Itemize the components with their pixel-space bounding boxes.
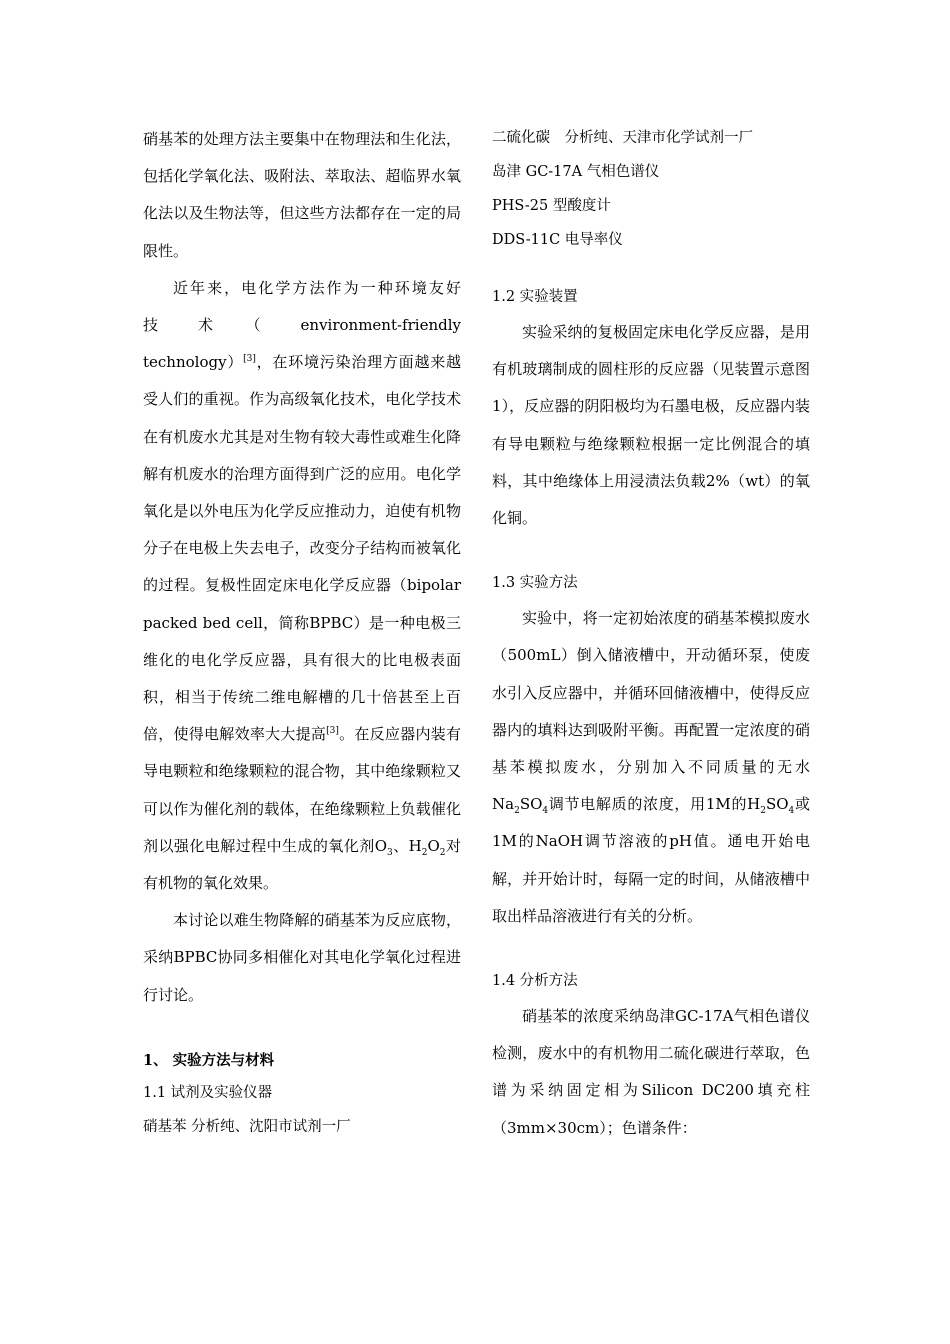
citation-ref: [3]	[243, 354, 256, 365]
paragraph-device: 实验采纳的复极固定床电化学反应器，是用有机玻璃制成的圆柱形的反应器（见装置示意图1），反应器的阴阳极均为石墨电极，反应器内装有导电颗粒与绝缘颗粒根据一定比例混合的填料，其中绝缘体上用浸渍法负载2%（wt）的氧化铜。	[492, 323, 810, 528]
paragraph-electrochem-line1: 近年来，电化学方法作为一种环境友好	[173, 278, 461, 297]
paragraph-analysis: 硝基苯的浓度采纳岛津GC-17A气相色谱仪检测，废水中的有机物用二硫化碳进行萃取，色谱为采纳固定相为Silicon DC200填充柱（3mm×30cm）；色谱条件：	[492, 1007, 810, 1137]
spacer	[492, 257, 810, 281]
section-title-1-2: 1.2 实验装置	[492, 289, 578, 305]
instrument-conductivity-meter: DDS-11C 电导率仪	[492, 232, 623, 248]
spacer	[492, 537, 810, 567]
right-column	[492, 121, 810, 1147]
reagent-nitrobenzene: 硝基苯 分析纯、沈阳市试剂一厂	[143, 1118, 351, 1135]
text-segment: 或1M的NaOH调节溶液的pH值。通电开始电解，并开始计时，每隔一定的时间，从储液槽中取出样品溶液进行有关的分析。	[492, 795, 810, 925]
left-column	[143, 121, 461, 1144]
spacer	[143, 1014, 461, 1044]
subscript: 4	[542, 806, 549, 817]
section-title-1-4: 1.4 分析方法	[492, 973, 578, 990]
paragraph-electrochem-line2: 技 术 （ environment-friendly	[143, 316, 461, 335]
text-segment: 、H	[392, 836, 422, 855]
citation-ref: [3]	[326, 726, 339, 737]
paragraph-electrochem-body	[143, 344, 461, 902]
text-segment: 调节电解质的浓度，用1M的H	[548, 795, 761, 814]
text-segment: 对有机物的氧化效果。	[143, 836, 461, 893]
text-segment: SO	[765, 795, 789, 814]
instrument-gc: 岛津 GC-17A 气相色谱仪	[492, 164, 660, 180]
subscript: 2	[421, 847, 428, 858]
text-segment: 。在反应器内装有导电颗粒和绝缘颗粒的混合物，其中绝缘颗粒又可以作为催化剂的载体，在绝缘颗粒上负载催化剂以强化电解过程中生成的氧化剂O	[143, 725, 461, 855]
text-segment: O	[427, 836, 440, 855]
text-segment: 实验中，将一定初始浓度的硝基苯模拟废水（500mL）倒入储液槽中，开动循环泵，使废水引入反应器中，并循环回储液槽中，使得反应器内的填料达到吸附平衡。再配置一定浓度的硝基苯模拟废水，分别加入不同质量的无水Na	[492, 609, 810, 814]
subscript: 3	[387, 847, 393, 858]
paragraph-method	[492, 600, 810, 935]
paragraph-treatment-methods: 硝基苯的处理方法主要集中在物理法和生化法，包括化学氧化法、吸附法、萃取法、超临界水氧化法以及生物法等，但这些方法都存在一定的局限性。	[143, 130, 461, 260]
subscript: 2	[760, 806, 766, 817]
instrument-ph-meter: PHS-25 型酸度计	[492, 198, 611, 214]
reagent-carbon-disulfide: 二硫化碳 分析纯、天津市化学试剂一厂	[492, 130, 753, 146]
text-segment: SO	[519, 795, 543, 814]
section-title-1: 1、 实验方法与材料	[143, 1051, 275, 1069]
section-title-1-3: 1.3 实验方法	[492, 575, 578, 592]
subscript: 2	[439, 847, 446, 858]
section-title-1-1: 1.1 试剂及实验仪器	[143, 1084, 273, 1101]
spacer	[492, 935, 810, 965]
subscript: 2	[514, 806, 520, 817]
text-segment: technology）	[143, 353, 244, 372]
paragraph-study-purpose: 本讨论以难生物降解的硝基苯为反应底物，采纳BPBC协同多相催化对其电化学氧化过程进行讨论。	[143, 911, 461, 1004]
subscript: 4	[788, 806, 795, 817]
text-segment: ，在环境污染治理方面越来越受人们的重视。作为高级氧化技术，电化学技术在有机废水尤其是对生物有较大毒性或难生化降解有机废水的治理方面得到广泛的应用。电化学氧化是以外电压为化学反应推动力，迫使有机物分子在电极上失去电子，改变分子结构而被氧化的过程。复极性固定床电化学反应器（bipolar packed bed cell，简称BPBC）是一种电极三维化的电化学反应器，具有很大的比电极表面积，相当于传统二维电解槽的几十倍甚至上百倍，使得电解效率大大提高	[143, 353, 461, 744]
